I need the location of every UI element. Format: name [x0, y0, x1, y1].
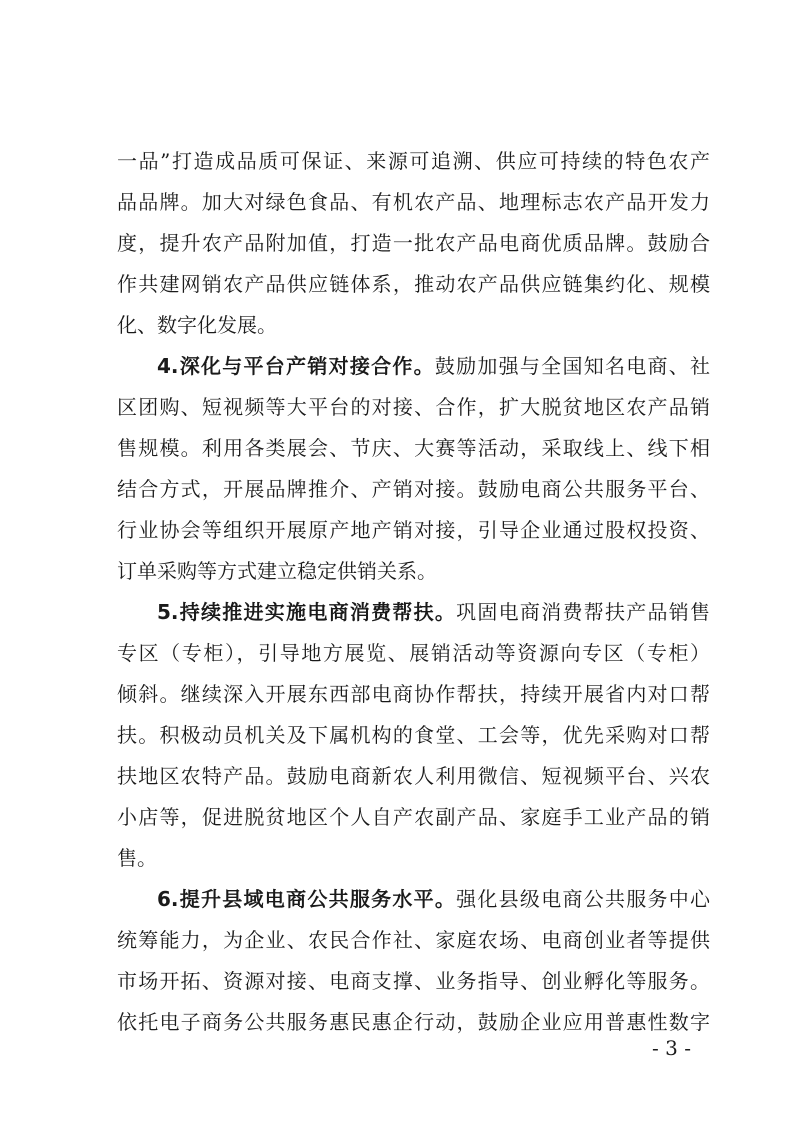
- text-line: 小店等，促进脱贫地区个人自产农副产品、家庭手工业产品的销: [117, 805, 710, 829]
- text-span: 强化县级电商公共服务中心: [456, 887, 711, 911]
- text-line: 品品牌。加大对绿色食品、有机农产品、地理标志农产品开发力: [117, 190, 710, 214]
- text-line: 化、数字化发展。: [117, 313, 277, 337]
- text-line: [117, 592, 710, 633]
- text-line: 售。: [117, 846, 157, 870]
- text-line: 行业协会等组织开展原产地产销对接，引导企业通过股权投资、: [117, 518, 710, 542]
- text-line: 订单采购等方式建立稳定供销关系。: [117, 559, 437, 583]
- paragraph: [117, 592, 710, 879]
- text-span: 巩固电商消费帮扶产品销售: [456, 600, 711, 624]
- text-line: 统筹能力，为企业、农民合作社、家庭农场、电商创业者等提供: [117, 928, 710, 952]
- text-line: 专区（专柜），引导地方展览、展销活动等资源向专区（专柜）: [117, 641, 710, 665]
- text-line: 扶地区农特产品。鼓励电商新农人利用微信、短视频平台、兴农: [117, 764, 710, 788]
- text-line: 扶。积极动员机关及下属机构的食堂、工会等，优先采购对口帮: [117, 723, 710, 747]
- text-line: 倾斜。继续深入开展东西部电商协作帮扶，持续开展省内对口帮: [117, 682, 710, 706]
- text-line: [117, 346, 710, 387]
- paragraph: [117, 141, 710, 346]
- text-line: 一品”打造成品质可保证、来源可追溯、供应可持续的特色农产: [117, 149, 710, 173]
- text-line: 售规模。利用各类展会、节庆、大赛等活动，采取线上、线下相: [117, 436, 710, 460]
- document-body: [117, 141, 710, 1043]
- text-line: 结合方式，开展品牌推介、产销对接。鼓励电商公共服务平台、: [117, 477, 710, 501]
- text-line: 市场开拓、资源对接、电商支撑、业务指导、创业孵化等服务。: [117, 969, 710, 993]
- text-line: 作共建网销农产品供应链体系，推动农产品供应链集约化、规模: [117, 272, 710, 296]
- section-heading: 5.持续推进实施电商消费帮扶。: [157, 600, 457, 624]
- page-number: - 3 -: [652, 1036, 691, 1060]
- section-heading: 6.提升县域电商公共服务水平。: [157, 887, 457, 911]
- section-heading: 4.深化与平台产销对接合作。: [157, 354, 435, 378]
- paragraph: [117, 879, 710, 1043]
- text-line: [117, 879, 710, 920]
- text-line: 度，提升农产品附加值，打造一批农产品电商优质品牌。鼓励合: [117, 231, 710, 255]
- text-span: 鼓励加强与全国知名电商、社: [434, 354, 711, 378]
- text-line: 区团购、短视频等大平台的对接、合作，扩大脱贫地区农产品销: [117, 395, 710, 419]
- paragraph: [117, 346, 710, 592]
- text-line: 依托电子商务公共服务惠民惠企行动，鼓励企业应用普惠性数字: [117, 1010, 710, 1034]
